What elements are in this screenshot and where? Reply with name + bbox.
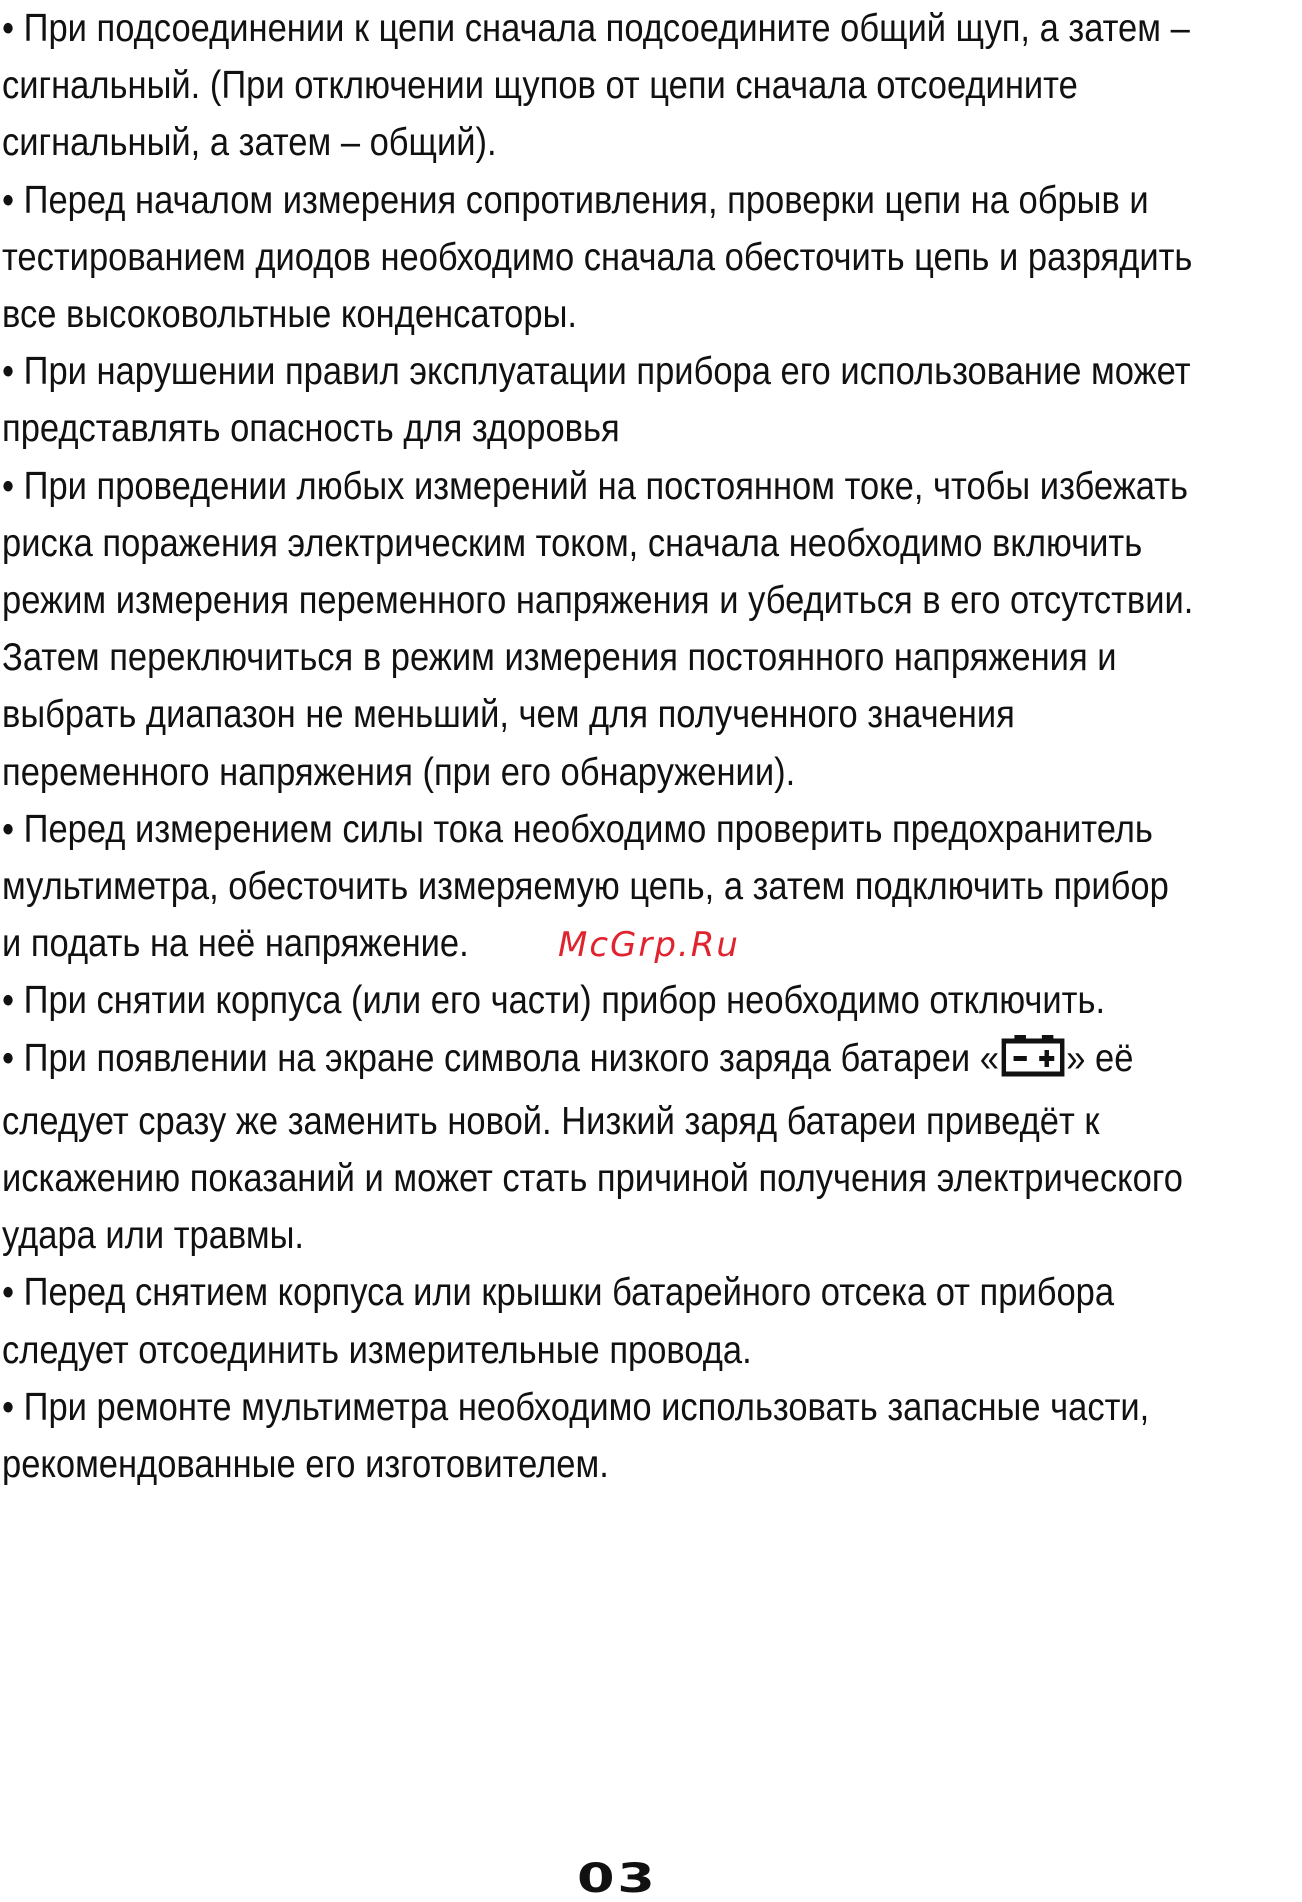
text-line: • При снятии корпуса (или его части) прибор необходимо отключить. — [2, 979, 1106, 1023]
text-line: • При проведении любых измерений на постоянном токе, чтобы избежать — [2, 464, 1189, 508]
text-line: мультиметра, обесточить измеряемую цепь, а затем подключить прибор — [2, 865, 1169, 909]
text-line: • При ремонте мультиметра необходимо использовать запасные части, — [2, 1385, 1150, 1429]
text-line: • При подсоединении к цепи сначала подсоедините общий щуп, а затем – — [2, 7, 1190, 50]
paragraph-battery-cover — [2, 1264, 1299, 1378]
text-line: все высоковольтные конденсаторы. — [2, 293, 577, 337]
paragraph-resistance-measurement — [2, 172, 1299, 344]
paragraph-case-removal — [2, 972, 1299, 1029]
document-body — [2, 0, 1299, 1493]
text-line: следует сразу же заменить новой. Низкий заряд батареи приведёт к — [2, 1099, 1100, 1143]
paragraph-low-battery — [2, 1030, 1299, 1265]
text-line: тестированием диодов необходимо сначала обесточить цепь и разрядить — [2, 235, 1193, 279]
paragraph-dc-measurement — [2, 458, 1299, 801]
text-line: выбрать диапазон не меньший, чем для полученного значения — [2, 693, 1015, 737]
text-line: • При нарушении правил эксплуатации прибора его использование может — [2, 350, 1191, 394]
text-line: • Перед измерением силы тока необходимо проверить предохранитель — [2, 807, 1153, 851]
text-line: риска поражения электрическим током, сначала необходимо включить — [2, 521, 1143, 565]
text-line: представлять опасность для здоровья — [2, 407, 620, 451]
text-line: сигнальный, а затем – общий). — [2, 121, 497, 165]
page-number: 03 — [577, 1856, 658, 1902]
text-line: Затем переключиться в режим измерения постоянного напряжения и — [2, 636, 1117, 680]
text-line: удара или травмы. — [2, 1214, 304, 1258]
low-battery-icon — [1001, 1033, 1065, 1093]
text-line: • Перед началом измерения сопротивления, проверки цепи на обрыв и — [2, 178, 1149, 222]
text-fragment: • При появлении на экране символа низкого заряда батареи « — [2, 1036, 999, 1080]
text-line-with-icon — [2, 1030, 1299, 1093]
text-line: • Перед снятием корпуса или крышки батарейного отсека от прибора — [2, 1271, 1115, 1315]
text-line: рекомендованные его изготовителем. — [2, 1443, 609, 1487]
paragraph-repair — [2, 1379, 1299, 1493]
paragraph-operating-rules — [2, 343, 1299, 457]
text-line: режим измерения переменного напряжения и убедиться в его отсутствии. — [2, 579, 1194, 623]
paragraph-probe-connection — [2, 0, 1299, 172]
text-line: переменного напряжения (при его обнаружении). — [2, 750, 796, 794]
watermark: McGrp.Ru — [558, 925, 740, 965]
text-line: искажению показаний и может стать причиной получения электрического — [2, 1157, 1183, 1201]
text-line: и подать на неё напряжение. — [2, 922, 469, 966]
text-line: следует отсоединить измерительные провода. — [2, 1328, 752, 1372]
text-fragment: » её — [1066, 1036, 1134, 1080]
text-line: сигнальный. (При отключении щупов от цепи сначала отсоедините — [2, 64, 1078, 108]
